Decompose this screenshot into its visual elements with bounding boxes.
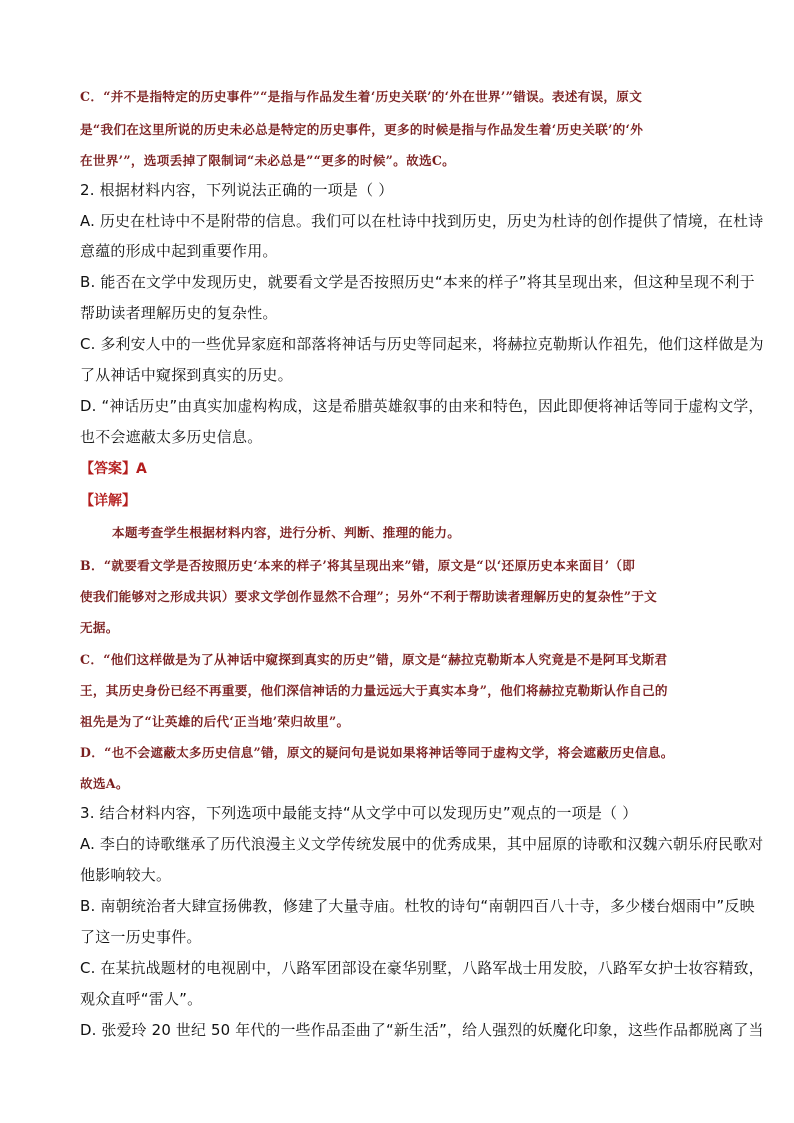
q2-stem: 2. 根据材料内容，下列说法正确的一项是（ ）	[80, 181, 394, 199]
q2-option-a-line-2: 意蕴的形成中起到重要作用。	[80, 242, 278, 260]
q2-explanation-d-line-1: D．“也不会遮蔽太多历史信息”错，原文的疑问句是说如果将神话等同于虚构文学，将会遮蔽历史信息。	[80, 745, 674, 760]
q2-option-d-line-2: 也不会遮蔽太多历史信息。	[80, 428, 263, 446]
q3-stem: 3. 结合材料内容，下列选项中最能支持“从文学中可以发现历史”观点的一项是（ ）	[80, 804, 638, 822]
q2-option-c-line-1: C. 多利安人中的一些优异家庭和部落将神话与历史等同起来，将赫拉克勒斯认作祖先，他们这样做是为	[80, 335, 764, 353]
q3-option-a-line-2: 他影响较大。	[80, 866, 172, 884]
q2-explanation-c-line-2: 王，其历史身份已经不再重要，他们深信神话的力量远远大于真实本身”，他们将赫拉克勒斯认作自己的	[80, 683, 668, 698]
q2-explanation-c-line-1: C．“他们这样做是为了从神话中窥探到真实的历史”错，原文是“赫拉克勒斯本人究竟是不是阿耳戈斯君	[80, 652, 668, 667]
q2-explanation-c-line-3: 祖先是为了“让英雄的后代‘正当地’荣归故里”。	[80, 714, 350, 729]
q2-explanation-b-line-1: B．“就要看文学是否按照历史‘本来的样子’将其呈现出来”错，原文是“以‘还原历史本来面目’（即	[80, 558, 636, 573]
q3-option-c-line-1: C. 在某抗战题材的电视剧中，八路军团部设在豪华别墅，八路军战士用发胶，八路军女护士妆容精致，	[80, 959, 764, 977]
q3-option-a-line-1: A. 李白的诗歌继承了历代浪漫主义文学传统发展中的优秀成果，其中屈原的诗歌和汉魏六朝乐府民歌对	[80, 835, 764, 853]
q3-option-c-line-2: 观众直呼“雷人”。	[80, 990, 203, 1008]
q1-explanation-line-3: 在世界’”，选项丢掉了限制词“未必总是”“更多的时候”。故选C。	[80, 153, 456, 168]
q3-option-b-line-2: 了这一历史事件。	[80, 928, 202, 946]
q2-option-d-line-1: D. “神话历史”由真实加虚构构成，这是希腊英雄叙事的由来和特色，因此即便将神话等同于虚构文学，	[80, 398, 764, 415]
q2-explanation-b-line-3: 无据。	[80, 620, 119, 635]
q2-option-b-line-2: 帮助读者理解历史的复杂性。	[80, 304, 278, 322]
q1-explanation-line-1: C．“并不是指特定的历史事件”“是指与作品发生着‘历史关联’的‘外在世界’”错误。表述有误，原文	[80, 89, 643, 104]
q2-option-c-line-2: 了从神话中窥探到真实的历史。	[80, 366, 293, 384]
q2-answer-tag: 【答案】A	[80, 461, 147, 477]
q2-option-b-line-1: B. 能否在文学中发现历史，就要看文学是否按照历史“本来的样子”将其呈现出来，但这种呈现不利于	[80, 273, 755, 291]
q3-option-b-line-1: B. 南朝统治者大肆宣扬佛教，修建了大量寺庙。杜牧的诗句“南朝四百八十寺，多少楼台烟雨中”反映	[80, 897, 755, 915]
q2-detail-tag: 【详解】	[80, 493, 136, 509]
q2-explanation-b-line-2: 使我们能够对之形成共识）要求文学创作显然不合理”；另外“不利于帮助读者理解历史的复杂性”于文	[80, 589, 658, 604]
q2-explanation-intro: 本题考查学生根据材料内容，进行分析、判断、推理的能力。	[112, 525, 461, 540]
q2-explanation-d-line-2: 故选A。	[80, 776, 129, 791]
q1-explanation-line-2: 是“我们在这里所说的历史未必总是特定的历史事件，更多的时候是指与作品发生着‘历史关联’的‘外	[80, 122, 644, 137]
q3-option-d-line-1: D. 张爱玲 20 世纪 50 年代的一些作品歪曲了“新生活”，给人强烈的妖魔化印象，这些作品都脱离了当	[80, 1021, 764, 1039]
q2-option-a-line-1: A. 历史在杜诗中不是附带的信息。我们可以在杜诗中找到历史，历史为杜诗的创作提供了情境，在杜诗	[80, 212, 764, 230]
